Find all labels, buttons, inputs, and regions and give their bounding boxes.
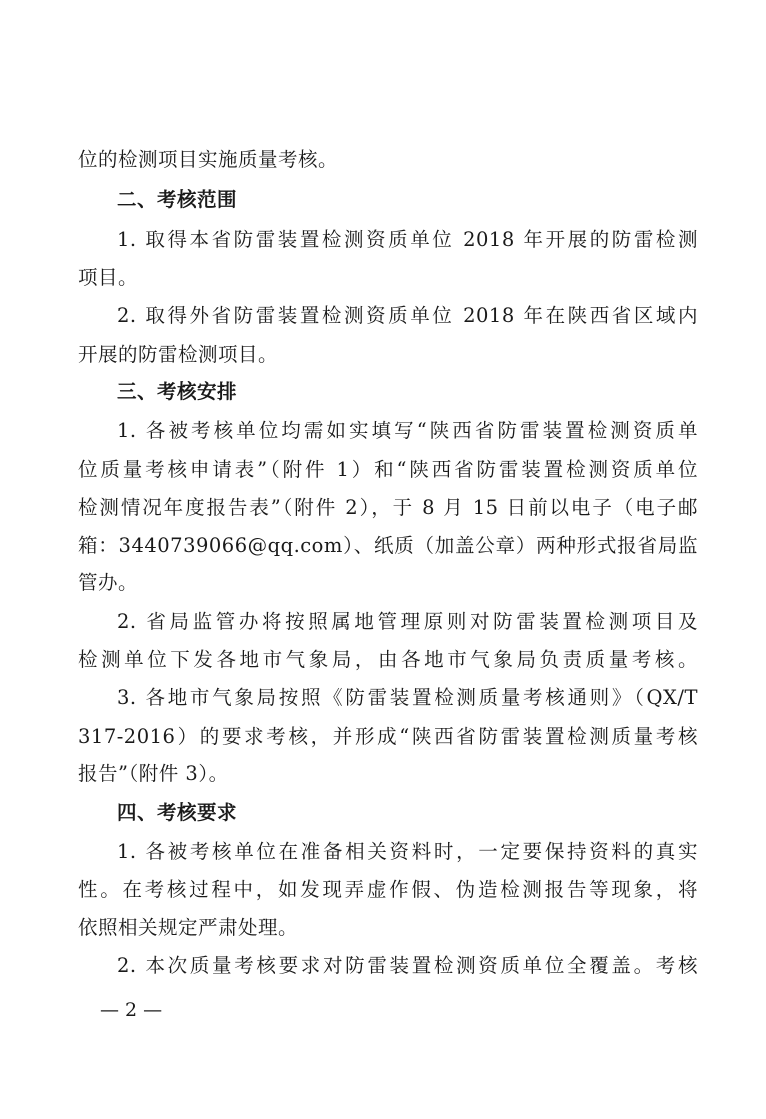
body-text-line: 1. 各被考核单位在准备相关资料时，一定要保持资料的真实	[117, 840, 698, 863]
body-text-line: 1. 取得本省防雷装置检测资质单位 2018 年开展的防雷检测	[117, 228, 698, 251]
section-heading-arrangement: 三、考核安排	[117, 380, 238, 403]
body-text-line: 3. 各地市气象局按照《防雷装置检测质量考核通则》（QX/T	[117, 686, 698, 709]
section-heading-requirements: 四、考核要求	[117, 801, 238, 824]
body-text-line: 项目。	[78, 266, 139, 289]
body-text-line: 性。在考核过程中，如发现弄虚作假、伪造检测报告等现象，将	[78, 878, 698, 901]
body-text-line: 检测情况年度报告表”（附件 2），于 8 月 15 日前以电子（电子邮	[78, 496, 698, 519]
page-number: — 2 —	[100, 999, 163, 1021]
section-heading-scope: 二、考核范围	[117, 188, 238, 211]
body-text-line: 箱：3440739066@qq.com）、纸质（加盖公章）两种形式报省局监	[78, 534, 698, 557]
body-text-line: 位的检测项目实施质量考核。	[78, 148, 339, 171]
body-text-line: 2. 取得外省防雷装置检测资质单位 2018 年在陕西省区域内	[117, 304, 698, 327]
body-text-line: 管办。	[78, 571, 139, 594]
body-text-line: 报告”（附件 3）。	[78, 762, 229, 785]
body-text-line: 1. 各被考核单位均需如实填写“陕西省防雷装置检测资质单	[117, 419, 698, 442]
body-text-line: 2. 本次质量考核要求对防雷装置检测资质单位全覆盖。考核	[117, 954, 698, 977]
body-text-line: 位质量考核申请表”（附件 1）和“陕西省防雷装置检测资质单位	[78, 458, 698, 481]
body-text-line: 317-2016）的要求考核，并形成“陕西省防雷装置检测质量考核	[78, 725, 698, 748]
body-text-line: 检测单位下发各地市气象局，由各地市气象局负责质量考核。	[78, 648, 698, 671]
body-text-line: 依照相关规定严肃处理。	[78, 916, 299, 939]
body-text-line: 开展的防雷检测项目。	[78, 343, 279, 366]
body-text-line: 2. 省局监管办将按照属地管理原则对防雷装置检测项目及	[117, 610, 698, 633]
